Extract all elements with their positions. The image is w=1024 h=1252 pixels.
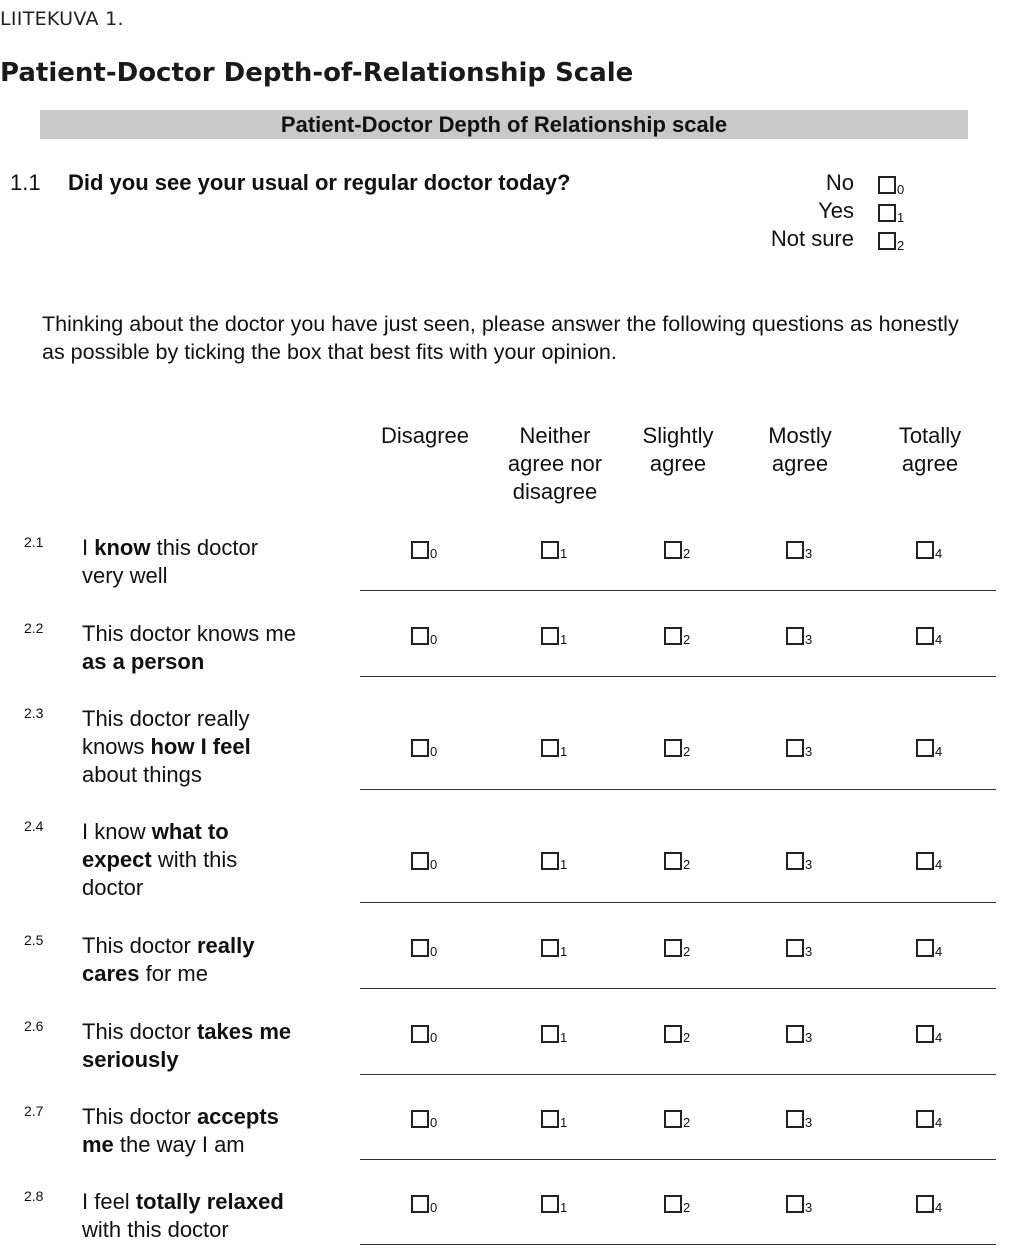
row-divider (360, 676, 996, 677)
column-header-line: Mostly (768, 423, 832, 448)
item-text (82, 534, 352, 590)
response-option[interactable] (664, 736, 704, 760)
column-header (485, 422, 625, 506)
option-label: Not sure (770, 226, 854, 251)
option-code: 1 (897, 210, 905, 225)
option-code: 1 (560, 1030, 568, 1045)
checkbox[interactable] (786, 739, 804, 757)
column-header-line: Totally (898, 423, 962, 448)
checkbox[interactable] (541, 1025, 559, 1043)
option-code: 4 (935, 944, 943, 959)
item-text-segment: knows (82, 734, 151, 759)
response-option[interactable] (541, 936, 581, 960)
option-code: 0 (430, 857, 438, 872)
item-text-segment: very well (82, 563, 168, 588)
response-option[interactable] (916, 1022, 956, 1046)
option-code: 2 (683, 744, 691, 759)
item-number: 2.6 (24, 1018, 44, 1034)
figure-label: LIITEKUVA 1. (0, 8, 124, 30)
checkbox[interactable] (541, 939, 559, 957)
item-number: 2.4 (24, 818, 44, 834)
option-code: 2 (897, 238, 905, 253)
checkbox[interactable] (916, 939, 934, 957)
checkbox[interactable] (411, 1195, 429, 1213)
response-option[interactable] (664, 849, 704, 873)
item-text-emphasis: what to (151, 819, 229, 844)
item-text (82, 818, 352, 902)
option-code: 0 (430, 1030, 438, 1045)
row-divider (360, 1244, 996, 1245)
response-option[interactable] (916, 849, 956, 873)
response-option[interactable] (411, 1192, 451, 1216)
column-header (860, 422, 1000, 478)
checkbox[interactable] (664, 1025, 682, 1043)
response-option[interactable] (541, 538, 581, 562)
item-text-emphasis: seriously (82, 1047, 179, 1072)
column-header-line: Disagree (380, 423, 470, 448)
column-header-line: Neither (519, 423, 591, 448)
checkbox[interactable] (786, 1025, 804, 1043)
item-text-emphasis: me (82, 1132, 114, 1157)
item-text-emphasis: totally relaxed (135, 1189, 284, 1214)
checkbox[interactable] (541, 541, 559, 559)
option-code: 3 (805, 744, 813, 759)
option-code: 1 (560, 632, 568, 647)
item-number: 2.3 (24, 705, 44, 721)
response-option[interactable] (411, 849, 451, 873)
option-code: 0 (430, 546, 438, 561)
checkbox[interactable] (664, 627, 682, 645)
checkbox[interactable] (786, 852, 804, 870)
q1-option-not-sure[interactable] (700, 226, 905, 254)
option-code: 4 (935, 744, 943, 759)
item-text-segment: This doctor knows me (82, 621, 296, 646)
checkbox[interactable] (916, 739, 934, 757)
checkbox[interactable] (664, 739, 682, 757)
response-option[interactable] (411, 538, 451, 562)
row-divider (360, 789, 996, 790)
row-divider (360, 1074, 996, 1075)
checkbox[interactable] (411, 1025, 429, 1043)
checkbox[interactable] (916, 627, 934, 645)
option-code: 3 (805, 1115, 813, 1130)
response-option[interactable] (916, 736, 956, 760)
option-code: 2 (683, 1200, 691, 1215)
item-text (82, 1103, 352, 1159)
option-code: 4 (935, 546, 943, 561)
response-option[interactable] (786, 538, 826, 562)
option-code: 4 (935, 857, 943, 872)
item-text-segment: the way I am (113, 1132, 245, 1157)
option-code: 4 (935, 1030, 943, 1045)
item-text-segment: this doctor (150, 535, 259, 560)
option-code: 2 (683, 1115, 691, 1130)
item-number: 2.8 (24, 1188, 44, 1204)
checkbox[interactable] (916, 541, 934, 559)
response-option[interactable] (916, 936, 956, 960)
question-text: Did you see your usual or regular doctor today? (68, 170, 571, 195)
option-code: 0 (430, 744, 438, 759)
item-text (82, 932, 352, 988)
option-code: 2 (683, 1030, 691, 1045)
response-option[interactable] (411, 624, 451, 648)
response-option[interactable] (786, 936, 826, 960)
response-option[interactable] (411, 1107, 451, 1131)
response-option[interactable] (916, 1107, 956, 1131)
column-header (730, 422, 870, 478)
option-code: 2 (683, 546, 691, 561)
checkbox[interactable] (664, 1195, 682, 1213)
checkbox[interactable] (411, 1110, 429, 1128)
response-option[interactable] (664, 538, 704, 562)
checkbox[interactable] (916, 1195, 934, 1213)
response-option[interactable] (786, 1107, 826, 1131)
item-text-segment: This doctor really (82, 706, 250, 731)
checkbox[interactable] (786, 541, 804, 559)
item-text-emphasis: accepts (196, 1104, 279, 1129)
item-text-segment: This doctor (82, 933, 197, 958)
column-header-line: disagree (512, 479, 598, 504)
response-option[interactable] (664, 1022, 704, 1046)
checkbox[interactable] (411, 739, 429, 757)
item-number: 2.2 (24, 620, 44, 636)
option-code: 2 (683, 944, 691, 959)
item-text (82, 1018, 352, 1074)
item-text (82, 1188, 352, 1244)
option-code: 2 (683, 857, 691, 872)
item-text-segment: I know (82, 819, 152, 844)
question-number: 1.1 (10, 170, 41, 195)
option-code: 3 (805, 1200, 813, 1215)
response-option[interactable] (411, 1022, 451, 1046)
option-code: 2 (683, 632, 691, 647)
instructions: Thinking about the doctor you have just seen, please answer the following questions as honestly as possible by ticking the box that best fits with your opinion. (42, 312, 959, 364)
response-option[interactable] (664, 936, 704, 960)
checkbox[interactable] (664, 541, 682, 559)
checkbox[interactable] (786, 1195, 804, 1213)
option-code: 1 (560, 744, 568, 759)
row-divider (360, 902, 996, 903)
item-text-emphasis: as a person (82, 649, 205, 674)
option-code: 0 (430, 632, 438, 647)
checkbox[interactable] (916, 1110, 934, 1128)
checkbox[interactable] (786, 1110, 804, 1128)
item-number: 2.7 (24, 1103, 44, 1119)
option-code: 0 (430, 1200, 438, 1215)
response-option[interactable] (916, 1192, 956, 1216)
option-code: 3 (805, 546, 813, 561)
column-header (355, 422, 495, 450)
item-text-segment: with this (151, 847, 238, 872)
checkbox[interactable] (411, 939, 429, 957)
column-header-line: agree (771, 451, 829, 476)
item-number: 2.5 (24, 932, 44, 948)
checkbox[interactable] (878, 232, 896, 250)
response-option[interactable] (541, 1192, 581, 1216)
option-code: 1 (560, 1115, 568, 1130)
checkbox[interactable] (541, 627, 559, 645)
document-title: Patient-Doctor Depth-of-Relationship Scale (0, 58, 634, 88)
item-text (82, 705, 352, 789)
item-number: 2.1 (24, 534, 44, 550)
option-code: 0 (897, 182, 905, 197)
q1-option-yes[interactable] (700, 198, 905, 226)
item-text-emphasis: expect (82, 847, 152, 872)
option-code: 0 (430, 1115, 438, 1130)
option-code: 1 (560, 546, 568, 561)
response-option[interactable] (786, 1192, 826, 1216)
item-text-emphasis: takes me (196, 1019, 292, 1044)
response-option[interactable] (411, 736, 451, 760)
option-code: 4 (935, 1200, 943, 1215)
item-text-segment: with this doctor (82, 1217, 229, 1242)
option-code: 3 (805, 632, 813, 647)
checkbox[interactable] (541, 1110, 559, 1128)
option-code: 1 (560, 857, 568, 872)
response-option[interactable] (541, 1022, 581, 1046)
response-option[interactable] (786, 624, 826, 648)
response-option[interactable] (664, 624, 704, 648)
column-header-line: Slightly (642, 423, 714, 448)
response-option[interactable] (664, 1192, 704, 1216)
item-text-segment: I feel (82, 1189, 136, 1214)
checkbox[interactable] (786, 627, 804, 645)
checkbox[interactable] (916, 852, 934, 870)
q1-option-no[interactable] (700, 170, 905, 198)
row-divider (360, 1159, 996, 1160)
option-code: 3 (805, 857, 813, 872)
row-divider (360, 590, 996, 591)
response-option[interactable] (541, 1107, 581, 1131)
checkbox[interactable] (541, 852, 559, 870)
item-text-emphasis: cares (82, 961, 140, 986)
response-option[interactable] (786, 1022, 826, 1046)
checkbox[interactable] (664, 1110, 682, 1128)
checkbox[interactable] (541, 1195, 559, 1213)
checkbox[interactable] (411, 541, 429, 559)
scale-banner: Patient-Doctor Depth of Relationship scale (40, 110, 968, 139)
item-text-segment: about things (82, 762, 202, 787)
option-code: 1 (560, 1200, 568, 1215)
item-text-emphasis: really (196, 933, 255, 958)
option-code: 1 (560, 944, 568, 959)
response-option[interactable] (541, 849, 581, 873)
option-code: 4 (935, 632, 943, 647)
option-label: Yes (818, 198, 854, 223)
response-option[interactable] (786, 736, 826, 760)
item-text-segment: This doctor (82, 1104, 197, 1129)
checkbox[interactable] (411, 627, 429, 645)
option-code: 4 (935, 1115, 943, 1130)
option-label: No (825, 170, 854, 195)
column-header-line: agree nor (507, 451, 603, 476)
checkbox[interactable] (541, 739, 559, 757)
response-option[interactable] (664, 1107, 704, 1131)
response-option[interactable] (916, 538, 956, 562)
response-option[interactable] (411, 936, 451, 960)
item-text-segment: doctor (82, 875, 144, 900)
column-header (608, 422, 748, 478)
response-option[interactable] (541, 736, 581, 760)
checkbox[interactable] (878, 204, 896, 222)
item-text-segment: for me (139, 961, 208, 986)
checkbox[interactable] (411, 852, 429, 870)
item-text-segment: This doctor (82, 1019, 197, 1044)
column-header-line: agree (649, 451, 707, 476)
row-divider (360, 988, 996, 989)
checkbox[interactable] (786, 939, 804, 957)
option-code: 0 (430, 944, 438, 959)
item-text-emphasis: how I feel (150, 734, 251, 759)
response-option[interactable] (786, 849, 826, 873)
option-code: 3 (805, 944, 813, 959)
checkbox[interactable] (916, 1025, 934, 1043)
column-header-line: agree (901, 451, 959, 476)
item-text-emphasis: know (94, 535, 151, 560)
response-option[interactable] (916, 624, 956, 648)
item-text-segment: I (82, 535, 95, 560)
option-code: 3 (805, 1030, 813, 1045)
checkbox[interactable] (664, 852, 682, 870)
item-text (82, 620, 352, 676)
checkbox[interactable] (664, 939, 682, 957)
checkbox[interactable] (878, 176, 896, 194)
response-option[interactable] (541, 624, 581, 648)
